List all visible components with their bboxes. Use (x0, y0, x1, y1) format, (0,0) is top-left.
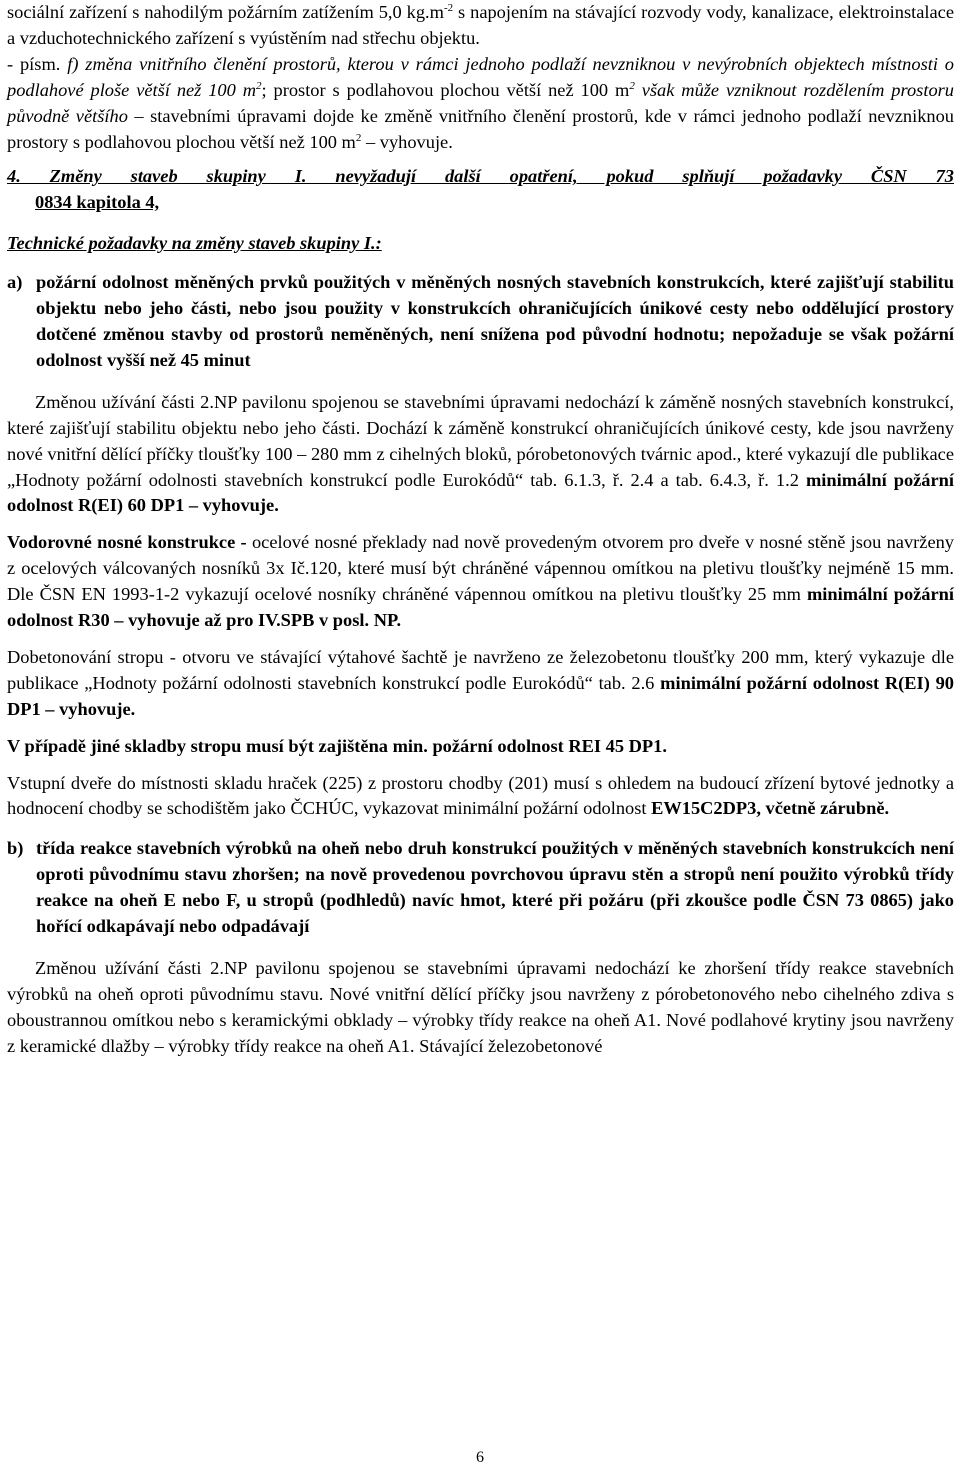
item-marker: a) (7, 272, 23, 293)
item-text: třída reakce stavebních výrobků na oheň nebo druh konstrukcí použitých v měněných stavebních konstrukcích není oproti původnímu stavu zhoršen; na nově provedenou povrchovou úpravu stěn a stropů není použito výrobků třídy reakce na oheň E nebo F, u stropů (podhledů) navíc hmot, které při požáru (při zkoušce podle ČSN 73 0865) jako hořící odkapávají nebo odpadávají (36, 838, 954, 937)
subheading-technical-requirements: Technické požadavky na změny staveb skupiny I.: (7, 233, 382, 254)
requirement-item-a (7, 270, 954, 374)
paragraph-horizontal-structures: Vodorovné nosné konstrukce - ocelové nosné překlady nad nově provedeným otvorem pro dveře v nosné stěně jsou navrženy z ocelových válcovaných nosníků 3x Ič.120, které musí být chráněné vápennou omítkou na pletivu tloušťky nejméně 15 mm. Dle ČSN EN 1993-1-2 vykazují ocelové nosníky chráněné vápennou omítkou na pletivu tloušťky 25 mm minimální požární odolnost R30 – vyhovuje až pro IV.SPB v posl. NP. (7, 532, 955, 631)
paragraph-other-ceiling: V případě jiné skladby stropu musí být zajištěna min. požární odolnost REI 45 DP1. (7, 735, 667, 756)
item-marker: b) (7, 838, 24, 859)
paragraph-change-of-use-1: Změnou užívání části 2.NP pavilonu spojenou se stavebními úpravami nedochází k záměně nosných stavebních konstrukcí, které zajišťují stabilitu objektu nebo jeho části. Dochází k záměně konstrukcí ohraničujících únikové cesty, kde jsou navrženy nové vnitřní dělící příčky tloušťky 100 – 280 mm z cihelných bloků, pórobetonových tvárnic apod., které vykazují dle publikace „Hodnoty požární odolnosti stavebních konstrukcí podle Eurokódů“ tab. 6.1.3, ř. 2.4 a tab. 6.4.3, ř. 1.2 minimální požární odolnost R(EI) 60 DP1 – vyhovuje. (7, 391, 954, 516)
paragraph-entrance-door: Vstupní dveře do místnosti skladu hraček (225) z prostoru chodby (201) musí s ohledem na budoucí zřízení bytové jednotky a hodnocení chodby se schodištěm jako ČCHÚC, vykazovat minimální požární odolnost EW15C2DP3, včetně zárubně. (7, 772, 954, 819)
paragraph-ceiling-concreting: Dobetonování stropu - otvoru ve stávající výtahové šachtě je navrženo ze železobetonu tloušťky 200 mm, který vykazuje dle publikace „Hodnoty požární odolnosti stavebních konstrukcí podle Eurokódů“ tab. 2.6 minimální požární odolnost R(EI) 90 DP1 – vyhovuje. (7, 646, 954, 719)
section-heading-4-cont: 0834 kapitola 4, (35, 192, 160, 213)
requirement-item-b (7, 836, 954, 940)
page-number: 6 (476, 1449, 484, 1466)
paragraph-clause-f: - písm. f) změna vnitřního členění prostorů, kterou v rámci jednoho podlaží nevzniknou v nevýrobních objektech místnosti o podlahové ploše větší než 100 $m^2$; prostor s podlahovou plochou větší než 100 $m^2$ však může vzniknout rozdělením prostoru původně většího – stavebními úpravami dojde ke změně vnitřního členění prostorů, kde v rámci jednoho podlaží nevzniknou prostory s podlahovou plochou větší než 100 $m^2$ – vyhovuje. (7, 53, 954, 152)
paragraph-continuation: sociální zařízení s nahodilým požárním zatížením 5,0 $kg.m^{-2}$ s napojením na stávající rozvody vody, kanalizace, elektroinstalace a vzduchotechnického zařízení s vyústěním nad střechu objektu. (7, 1, 954, 48)
section-heading-4: 4. Změny staveb skupiny I. nevyžadují další opatření, pokud splňují požadavky ČSN 73 (7, 166, 954, 187)
item-text: požární odolnost měněných prvků použitých v měněných nosných stavebních konstrukcích, které zajišťují stabilitu objektu nebo jeho části, nebo jsou použity v konstrukcích ohraničujících únikové cesty nebo oddělující prostory dotčené změnou stavby od prostorů neměněných, není snížena pod původní hodnotu; nepožaduje se však požární odolnost vyšší než 45 minut (36, 272, 954, 370)
paragraph-change-of-use-2: Změnou užívání části 2.NP pavilonu spojenou se stavebními úpravami nedochází ke zhoršení třídy reakce stavebních výrobků na oheň oproti původnímu stavu. Nové vnitřní dělící příčky jsou navrženy z pórobetonového nebo cihelného zdiva s oboustrannou omítkou nebo s keramickými obklady – výrobky třídy reakce na oheň A1. Nové podlahové krytiny jsou navrženy z keramické dlažby – výrobky třídy reakce na oheň A1. Stávající železobetonové (7, 958, 954, 1056)
